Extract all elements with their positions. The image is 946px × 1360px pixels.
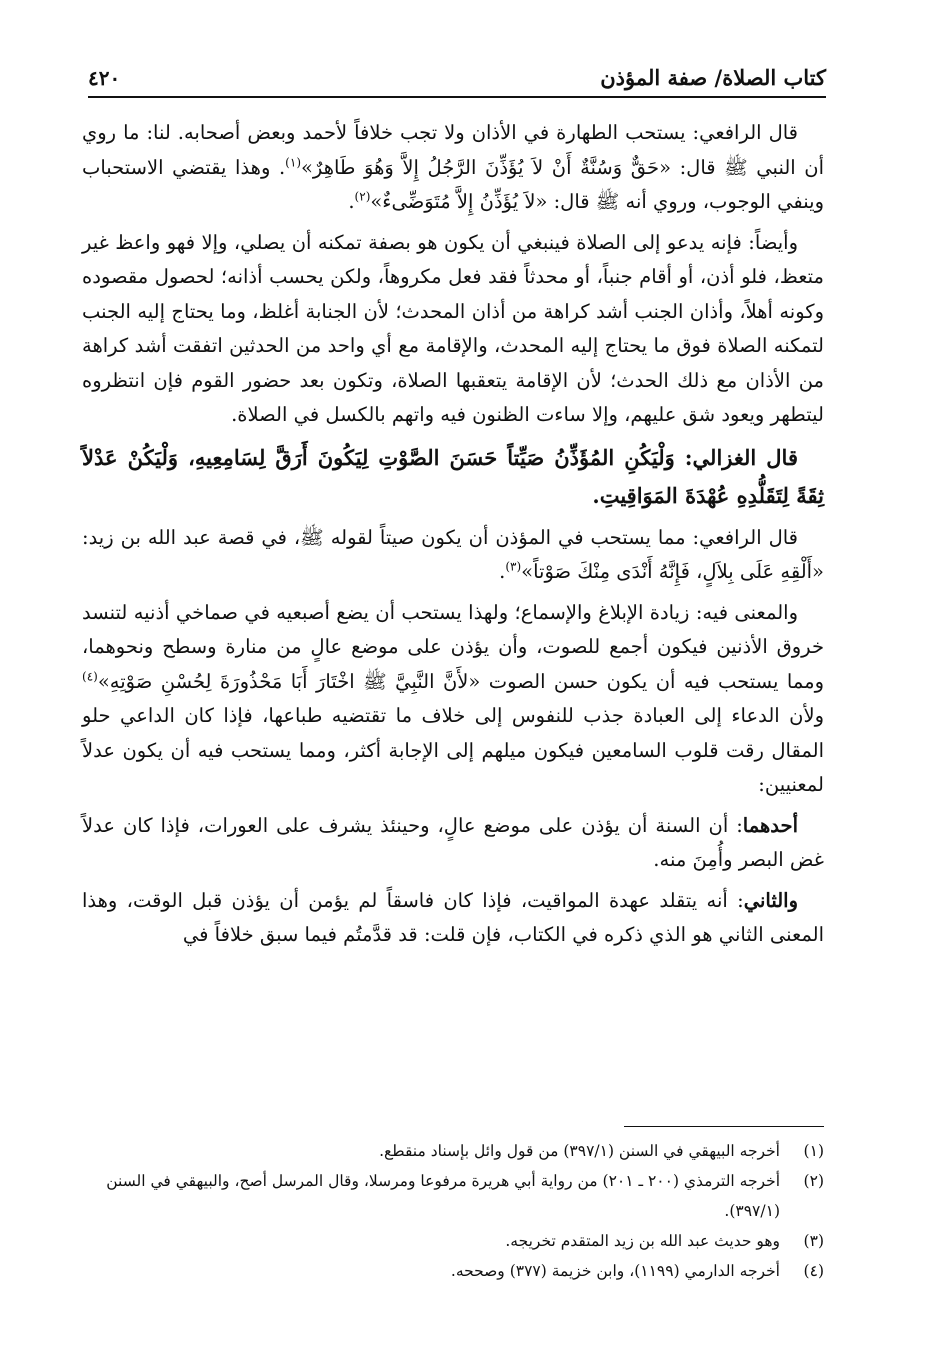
footnote-text: أخرجه البيهقي في السنن (٣٩٧/١) من قول وائل بإسناد منقطع. (379, 1142, 780, 1160)
footnote-item (82, 1136, 824, 1166)
text-span: . وهذا يقتضي الاستحباب وينفي الوجوب، وروي أنه ﷺ قال: «لاَ يُؤَذِّنُ إِلاَّ مُتَوَضِّىءٌ» (82, 155, 824, 213)
footnote-item (82, 1166, 824, 1226)
text-span: والمعنى فيه: زيادة الإبلاغ والإسماع؛ ولهذا يستحب أن يضع أصبعيه في صماخي أذنيه لتنسد خروق الأذنين فيكون أجمع للصوت، وأن يؤذن على موضع عالٍ من منارة وسطح ونحوهما، ومما يستحب فيه أن يكون حسن الصوت «لأَنَّ النَّبِيَّ ﷺ اخْتَارَ أَبَا مَحْذُورَةَ لِحُسْنِ صَوْتِهِ» (82, 600, 824, 693)
text-span: والثاني (743, 888, 798, 912)
text-span: وأيضاً: فإنه يدعو إلى الصلاة فينبغي أن يكون هو بصفة تمكنه أن يصلي، وإلا فهو واعظ غير متعظ، فلو أذن، أو أقام جنباً، أو محدثاً فقد فعل مكروهاً، ولكن يحسب أذانه؛ لحصول مقصوده وكونه أهلاً، وأذان الجنب أشد كراهة من أذان المحدث؛ لأن الجنابة أغلظ، وما يحتاج إليه الجنب لتمكنه الصلاة فوق ما يحتاج إليه المحدث، والإقامة مع أي واحد من الحدثين اتفقت أشد كراهة من الأذان مع ذلك الحدث؛ لأن الإقامة يتعقبها الصلاة، وتكون بعد حضور القوم فإن انتظروه ليتطهر ويعود شق عليهم، وإلا ساءت الظنون فيه واتهم بالكسل في الصلاة. (82, 230, 824, 426)
paragraph (82, 521, 824, 590)
text-span: ولأن الدعاء إلى العبادة جذب للنفوس إلى خلاف ما تقتضيه طباعها، فإذا كان الداعي حلو المقال رقت قلوب السامعين فيكون ميلهم إلى الإجابة أكثر، ومما يستحب فيه أن يكون عدلاً لمعنيين: (82, 704, 824, 796)
footnote-number: (٤) (803, 1262, 824, 1280)
paragraph (82, 116, 824, 220)
paragraph (82, 596, 824, 803)
footnote-ref[interactable]: (٢) (354, 189, 371, 204)
footnote-text: أخرجه الدارمي (١١٩٩)، وابن خزيمة (٣٧٧) وصححه. (450, 1262, 780, 1280)
footnote-number: (٢) (803, 1172, 824, 1190)
text-span: قال الغزالي: (674, 444, 798, 470)
chapter-title: كتاب الصلاة/ صفة المؤذن (600, 65, 826, 90)
footnote-ref[interactable]: (٣) (505, 559, 522, 574)
footnote-number: (٣) (803, 1232, 824, 1250)
footnotes (82, 1136, 824, 1286)
text-span: : أنه يتقلد عهدة المواقيت، فإذا كان فاسقاً لم يؤمن أن يؤذن قبل الوقت، وهذا المعنى الثاني هو الذي ذكره في الكتاب، فإن قلت: قد قدَّمتُم فيما سبق خلافاً في (82, 888, 824, 946)
text-span: وَلْيَكُنِ المُؤَذِّنُ صَيِّتاً حَسَنَ الصَّوْتِ لِيَكُونَ أَرَقَّ لِسَامِعِيهِ، وَلْيَكُنْ عَدْلاً ثِقَةً لِتَقَلُّدِهِ عُهْدَةَ المَوَاقِيتِ. (82, 444, 824, 508)
paragraph (82, 226, 824, 433)
text-span: . (348, 190, 355, 213)
footnote-item (82, 1256, 824, 1286)
matn-paragraph (82, 439, 824, 515)
footnote-ref[interactable]: (١) (285, 155, 301, 169)
footnote-text: وهو حديث عبد الله بن زيد المتقدم تخريجه. (505, 1232, 780, 1250)
paragraph (82, 884, 824, 953)
text-span: : أن السنة أن يؤذن على موضع عالٍ، وحينئذ يشرف على العورات، فإذا كان عدلاً غض البصر وأُمِنَ منه. (82, 813, 824, 871)
main-text (82, 116, 824, 959)
paragraph (82, 809, 824, 878)
footnote-separator (624, 1126, 824, 1127)
page-number: ٤٢٠ (88, 66, 121, 90)
footnote-text: أخرجه الترمذي (٢٠٠ ـ ٢٠١) من رواية أبي هريرة مرفوعا ومرسلا، وقال المرسل أصح، والبيهقي في السنن (٣٩٧/١). (106, 1172, 780, 1220)
footnote-number: (١) (803, 1142, 824, 1160)
footnote-item (82, 1226, 824, 1256)
footnote-ref[interactable]: (٤) (82, 669, 98, 683)
text-span: . (499, 560, 506, 583)
text-span: قال الرافعي: يستحب الطهارة في الأذان ولا تجب خلافاً لأحمد وبعض أصحابه. لنا: ما روي أن النبي ﷺ قال: «حَقٌّ وَسُنَّةٌ أَنْ لاَ يُؤَذِّنَ الرَّجُلُ إِلاَّ وَهُوَ طَاهِرٌ» (82, 121, 825, 179)
text-span: قال الرافعي: مما يستحب في المؤذن أن يكون صيتاً لقوله ﷺ، في قصة عبد الله بن زيد: «أَلْقِهِ عَلَى بِلاَلٍ، فَإِنَّهُ أَنْدَى مِنْكَ صَوْتاً» (82, 525, 824, 583)
text-span: أحدهما (742, 813, 798, 837)
running-header (88, 56, 826, 98)
